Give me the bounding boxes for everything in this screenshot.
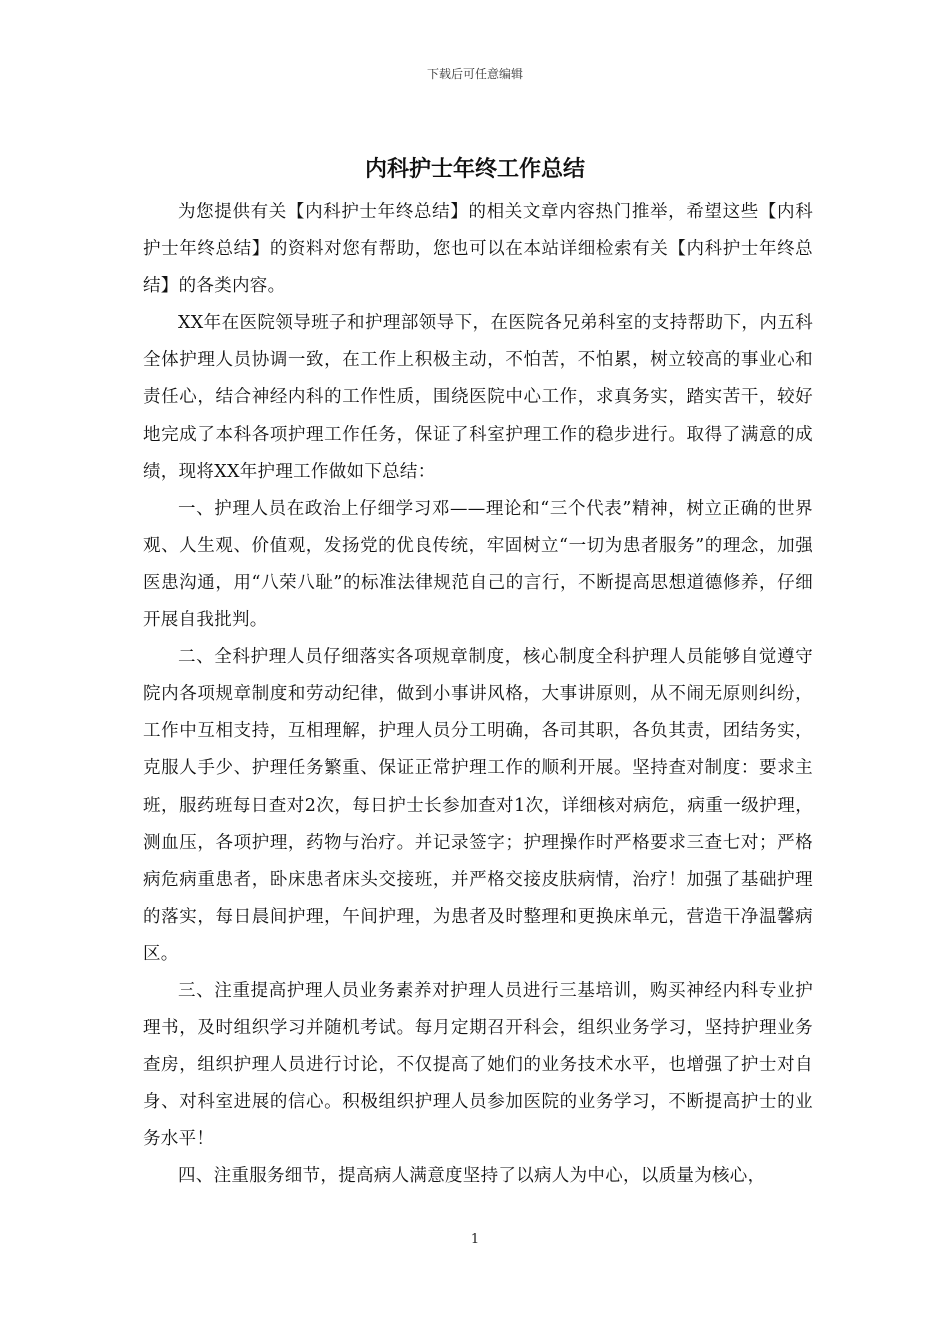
header-note: 下载后可任意编辑 (426, 67, 523, 81)
document-body (143, 194, 813, 1196)
paragraph-intro: 为您提供有关【内科护士年终总结】的相关文章内容热门推举，希望这些【内科护士年终总结】的资料对您有帮助，您也可以在本站详细检索有关【内科护士年终总结】的各类内容。 (143, 202, 813, 297)
paragraph-section-2: 二、全科护理人员仔细落实各项规章制度，核心制度全科护理人员能够自觉遵守院内各项规章制度和劳动纪律，做到小事讲风格，大事讲原则，从不闹无原则纠纷，工作中互相支持，互相理解，护理人员分工明确，各司其职，各负其责，团结务实，克服人手少、护理任务繁重、保证正常护理工作的顺利开展。坚持查对制度：要求主班，服药班每日查对2次，每日护士长参加查对1次，详细核对病危，病重一级护理，测血压，各项护理，药物与治疗。并记录签字；护理操作时严格要求三查七对；严格病危病重患者，卧床患者床头交接班，并严格交接皮肤病情，治疗！加强了基础护理的落实，每日晨间护理，午间护理，为患者及时整理和更换床单元，营造干净温馨病区。 (143, 647, 813, 964)
paragraph-summary: XX年在医院领导班子和护理部领导下，在医院各兄弟科室的支持帮助下，内五科全体护理人员协调一致，在工作上积极主动，不怕苦，不怕累，树立较高的事业心和责任心，结合神经内科的工作性质，围绕医院中心工作，求真务实，踏实苦干，较好地完成了本科各项护理工作任务，保证了科室护理工作的稳步进行。取得了满意的成绩，现将XX年护理工作做如下总结： (143, 313, 813, 482)
paragraph-section-4: 四、注重服务细节，提高病人满意度坚持了以病人为中心，以质量为核心， (178, 1166, 766, 1187)
paragraph-section-1: 一、护理人员在政治上仔细学习邓——理论和“三个代表”精神，树立正确的世界观、人生观、价值观，发扬党的优良传统，牢固树立“一切为患者服务”的理念，加强医患沟通，用“八荣八耻”的标准法律规范自己的言行，不断提高思想道德修养，仔细开展自我批判。 (143, 498, 813, 631)
document-title: 内科护士年终工作总结 (364, 157, 585, 182)
paragraph-section-3: 三、注重提高护理人员业务素养对护理人员进行三基培训，购买神经内科专业护理书，及时组织学习并随机考试。每月定期召开科会，组织业务学习，坚持护理业务查房，组织护理人员进行讨论，不仅提高了她们的业务技术水平，也增强了护士对自身、对科室进展的信心。积极组织护理人员参加医院的业务学习，不断提高护士的业务水平！ (143, 980, 813, 1150)
page-number: 1 (470, 1232, 480, 1247)
